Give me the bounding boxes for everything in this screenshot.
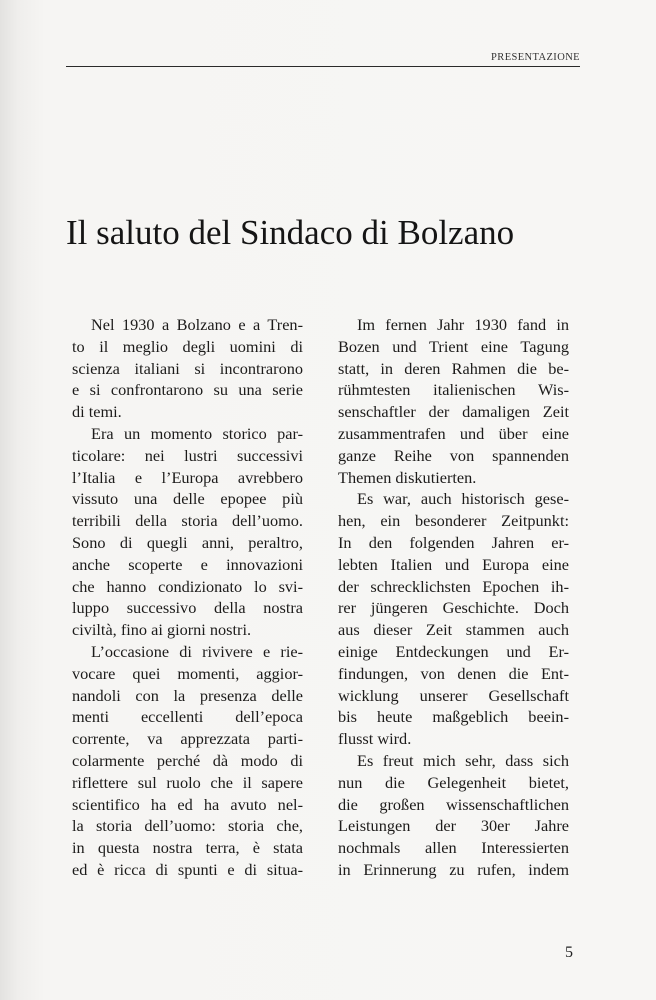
paragraph xyxy=(338,314,569,488)
text-line: l’Italia e l’Europa avrebbero xyxy=(72,467,303,487)
text-line: Es war, auch historisch gese- xyxy=(357,489,569,509)
text-line: Era un momento storico par- xyxy=(91,423,303,443)
text-line: aus dieser Zeit stammen auch xyxy=(338,620,569,640)
text-line: menti eccellenti dell’epoca xyxy=(72,707,303,727)
text-line: Themen diskutierten. xyxy=(338,467,477,487)
text-line: ganze Reihe von spannenden xyxy=(338,445,569,465)
text-line: civiltà, fino ai giorni nostri. xyxy=(72,620,252,640)
text-line: luppo successivo della nostra xyxy=(72,598,303,618)
text-line: corrente, va apprezzata parti- xyxy=(72,729,303,749)
text-line: vocare quei momenti, aggior- xyxy=(72,663,303,683)
text-line: In den folgenden Jahren er- xyxy=(338,532,569,552)
text-line: anche scoperte e innovazioni xyxy=(72,554,303,574)
italian-text-column xyxy=(72,314,303,881)
text-line: findungen, von denen die Ent- xyxy=(338,663,569,683)
text-line: senschaftler der damaligen Zeit xyxy=(338,402,569,422)
text-line: la storia dell’uomo: storia che, xyxy=(72,816,303,836)
text-line: ticolare: nei lustri successivi xyxy=(72,445,303,465)
paragraph xyxy=(72,423,303,641)
text-line: e si confrontarono su una serie xyxy=(72,380,303,400)
text-line: in questa nostra terra, è stata xyxy=(72,838,303,858)
text-line: vissuto una delle epopee più xyxy=(72,489,303,509)
paragraph xyxy=(72,641,303,881)
text-line: lebten Italien und Europa eine xyxy=(338,554,569,574)
text-line: Im fernen Jahr 1930 fand in xyxy=(357,315,569,334)
header-rule xyxy=(66,66,580,67)
text-line: Es freut mich sehr, dass sich xyxy=(357,750,569,770)
text-line: nun die Gelegenheit bietet, xyxy=(338,772,569,792)
paragraph xyxy=(72,314,303,423)
text-line: colarmente perché dà modo di xyxy=(72,750,303,770)
text-line: nochmals allen Interessierten xyxy=(338,838,569,858)
text-line: in Erinnerung zu rufen, indem xyxy=(338,859,569,879)
text-line: bis heute maßgeblich beein- xyxy=(338,707,569,727)
article-title: Il saluto del Sindaco di Bolzano xyxy=(66,213,515,252)
paragraph xyxy=(338,750,569,881)
text-line: Leistungen der 30er Jahre xyxy=(338,816,569,836)
text-line: flusst wird. xyxy=(338,729,412,749)
text-line: to il meglio degli uomini di xyxy=(72,336,303,356)
text-line: L’occasione di rivivere e rie- xyxy=(91,641,303,661)
running-header: PRESENTAZIONE xyxy=(491,52,580,63)
text-line: Bozen und Trient eine Tagung xyxy=(338,336,569,356)
text-line: zusammentrafen und über eine xyxy=(338,423,569,443)
text-line: terribili della storia dell’uomo. xyxy=(72,511,303,531)
german-text-column xyxy=(338,314,569,881)
text-line: rer jüngeren Geschichte. Doch xyxy=(338,598,569,618)
page-number: 5 xyxy=(565,944,573,961)
paragraph xyxy=(338,488,569,750)
text-line: rühmtesten italienischen Wis- xyxy=(338,380,569,400)
text-line: riflettere sul ruolo che il sapere xyxy=(72,772,303,792)
text-line: Sono di quegli anni, peraltro, xyxy=(72,532,303,552)
text-line: Nel 1930 a Bolzano e a Tren- xyxy=(91,315,303,334)
text-line: che hanno condizionato lo svi- xyxy=(72,576,303,596)
text-line: ed è ricca di spunti e di situa- xyxy=(72,859,303,879)
text-line: der schrecklichsten Epochen ih- xyxy=(338,576,569,596)
text-line: die großen wissenschaftlichen xyxy=(338,794,569,814)
text-line: hen, ein besonderer Zeitpunkt: xyxy=(338,511,569,531)
text-line: wicklung unserer Gesellschaft xyxy=(338,685,569,705)
text-line: scienza italiani si incontrarono xyxy=(72,358,303,378)
text-line: di temi. xyxy=(72,402,122,422)
text-line: einige Entdeckungen und Er- xyxy=(338,641,569,661)
text-line: statt, in deren Rahmen die be- xyxy=(338,358,569,378)
text-line: nandoli con la presenza delle xyxy=(72,685,303,705)
text-line: scientifico ha ed ha avuto nel- xyxy=(72,794,303,814)
